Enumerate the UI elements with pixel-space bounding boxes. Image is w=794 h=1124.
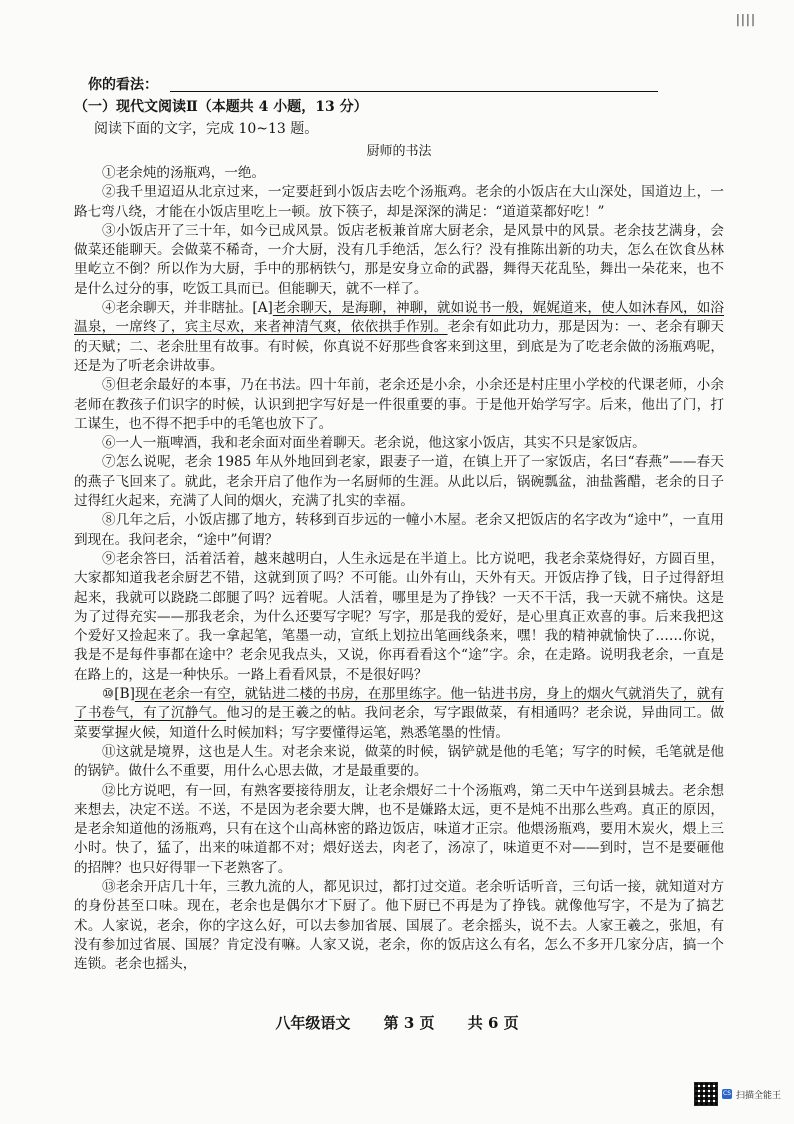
scan-corner-mark: |||| — [735, 12, 756, 26]
page-footer — [0, 1012, 794, 1033]
article-paragraph — [74, 878, 724, 974]
footer-subject: 八年级语文 — [275, 1014, 351, 1032]
paragraph-text: 他习的是王羲之的帖。我问老余，写字跟做菜，有相通吗？老余说，异曲同工。做菜要掌握火候，知道什么时候加料；写字要懂得运笔，熟悉笔墨的性情。 — [74, 705, 725, 741]
paragraph-text: ⑨老余答曰，活着活着，越来越明白，人生永远是在半道上。比方说吧，我老余菜烧得好，方圆百里，大家都知道我老余厨艺不错，这就到顶了吗？不可能。山外有山，天外有天。开饭店挣了钱，日子过得舒坦起来，我就可以跷跷二郎腿了吗？远着呢。人活着，哪里是为了挣钱？一天不干活，我一天就不痛快。这是为了过得充实——那我老余，为什么还要写字呢？写字，那是我的爱好，是心里真正欢喜的事。后来我把这个爱好又捡起来了。我一拿起笔，笔墨一动，宣纸上划拉出笔画线条来，嘿！我的精神就愉快了……你说，我是不是每件事都在途中？老余见我点头，又说，你再看看这个“途”字。余，在走路。说明我老余，一直是在路上的，这是一种快乐。一路上看看风景，不是很好吗？ — [74, 550, 724, 683]
scanner-label: 扫描全能王 — [736, 1090, 782, 1101]
camscanner-icon: CS — [723, 1090, 731, 1097]
your-view-line — [88, 74, 724, 94]
article-paragraph — [74, 434, 724, 453]
section-title: （一）现代文阅读Ⅱ（本题共 4 小题，13 分） — [74, 99, 368, 115]
paragraph-text: ⑥一人一瓶啤酒，我和老余面对面坐着聊天。老余说，他这家小饭店，其实不只是家饭店。 — [102, 435, 646, 452]
exam-page — [74, 74, 724, 974]
paragraph-text: ③小饭店开了三十年，如今已成风景。饭店老板兼首席大厨老余，是风景中的风景。老余技艺满身，会做菜还能聊天。会做菜不稀奇，一介大厨，没有几手绝活，怎么行？没有推陈出新的功夫，怎么在饮食丛林里屹立不倒？所以作为大厨，手中的那柄铁勺，那是安身立命的武器，舞得天花乱坠，舞出一朵花来，也不是什么过分的事，吃饭工具而已。但能聊天，就不一样了。 — [74, 222, 724, 297]
footer-total-pages: 共 6 页 — [467, 1014, 519, 1032]
paragraph-text: ⑧几年之后，小饭店挪了地方，转移到百步远的一幢小木屋。老余又把饭店的名字改为“途中”，一直用到现在。我问老余，“途中”何谓？ — [74, 512, 724, 548]
answer-blank-line — [170, 91, 658, 92]
paragraph-text: ⑩[B] — [102, 686, 135, 703]
article-paragraph — [74, 376, 724, 434]
paragraph-text: ②我千里迢迢从北京过来，一定要赶到小饭店去吃个汤瓶鸡。老余的小饭店在大山深处，国道边上，一路七弯八绕，才能在小饭店里吃上一顿。放下筷子，却是深深的满足：“道道菜都好吃！” — [74, 184, 724, 220]
paragraph-text: ⑪这就是境界，这也是人生。对老余来说，做菜的时候，锅铲就是他的毛笔；写字的时候，毛笔就是他的锅铲。做什么不重要，用什么心思去做，才是最重要的。 — [74, 743, 724, 780]
paragraph-text: ⑤但老余最好的本事，乃在书法。四十年前，老余还是小余，小余还是村庄里小学校的代课老师，小余老师在教孩子们识字的时候，认识到把字写好是一件很重要的事。于是他开始学写字。后来，他出了门，打工谋生，也不得不把手中的毛笔也放下了。 — [74, 377, 724, 432]
article-paragraph — [74, 164, 724, 183]
qr-code-icon — [694, 1082, 718, 1106]
article-paragraph — [74, 453, 724, 511]
article-paragraph — [74, 743, 724, 782]
reading-instruction: 阅读下面的文字，完成 10~13 题。 — [94, 121, 319, 137]
your-view-label: 你的看法： — [88, 77, 158, 93]
paragraph-text: 老余有如此功力，那是因为：一、老余有聊天的天赋；二、老余肚里有故事。有时候，你真说不好那些食客来到这里，到底是为了吃老余做的汤瓶鸡呢，还是为了听老余讲故事。 — [74, 319, 725, 374]
footer-page-number: 第 3 页 — [383, 1014, 435, 1032]
underlined-passage: 现在老余一有空，就钻进二楼的书房，在那里练字。他一钻进书房，身上的烟火气就消失了，就有了书卷气，有了沉静气。 — [74, 686, 724, 722]
paragraph-text: ④老余聊天，并非瞎扯。[A] — [102, 300, 273, 317]
article-paragraph — [74, 550, 724, 685]
paragraph-text: ⑦怎么说呢，老余 1985 年从外地回到老家，跟妻子一道，在镇上开了一家饭店，名曰“春燕”——春天的燕子飞回来了。就此，老余开启了他作为一名厨师的生涯。从此以后，锅碗瓢盆，油盐酱醋，老余的日子过得红火起来，充满了人间的烟火，充满了扎实的幸福。 — [74, 454, 724, 510]
article-paragraph — [74, 222, 724, 299]
article-paragraph — [74, 299, 724, 376]
article-paragraph — [74, 511, 724, 550]
article-body — [74, 164, 724, 974]
article-paragraph — [74, 183, 724, 222]
paragraph-text: ⑫比方说吧，有一回，有熟客要接待朋友，让老余煨好二十个汤瓶鸡，第二天中午送到县城去。老余想来想去，决定不送。不送，不是因为老余要大牌，也不是嫌路太远，更不是炖不出那么些鸡。真正的原因，是老余知道他的汤瓶鸡，只有在这个山高林密的路边饭店，味道才正宗。他煨汤瓶鸡，要用木炭火，煨上三小时。快了，猛了，出来的味道都不对；煨好送去，肉老了，汤凉了，味道更不对——到时，岂不是要砸他的招牌？也只好得罪一下老熟客了。 — [74, 782, 724, 876]
underlined-passage: 老余聊天，是海聊，神聊，就如说书一般，娓娓道来，使人如沐春风，如浴温泉，一席终了，宾主尽欢，来者神清气爽，依依拱手作别。 — [74, 300, 724, 336]
paragraph-text: ①老余炖的汤瓶鸡，一绝。 — [102, 165, 266, 181]
paragraph-text: ⑬老余开店几十年，三教九流的人，都见识过，都打过交道。老余听话听音，三句话一接，就知道对方的身份甚至口味。现在，老余也是偶尔才下厨了。他下厨已不再是为了挣钱。就像他写字，不是为了搞艺术。人家说，老余，你的字这么好，可以去参加省展、国展了。老余摇头，说不去。人家王羲之，张旭，有没有参加过省展、国展？肯定没有嘛。人家又说，老余，你的饭店这么有名，怎么不多开几家分店，搞一个连锁。老余也摇头， — [74, 878, 724, 973]
article-paragraph — [74, 685, 724, 743]
article-paragraph — [74, 782, 724, 878]
scanner-watermark — [694, 1082, 781, 1106]
article-title: 厨师的书法 — [366, 144, 432, 159]
